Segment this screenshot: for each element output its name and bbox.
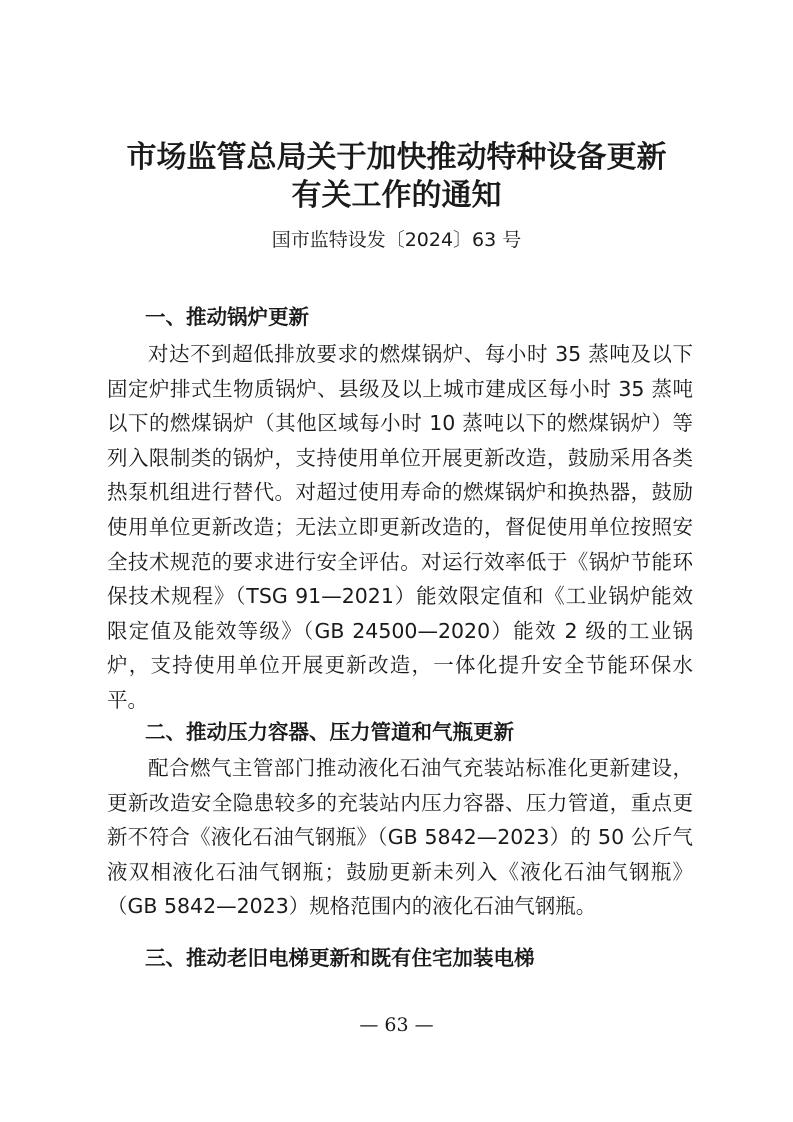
section-heading-boiler: 一、推动锅炉更新	[145, 305, 309, 329]
paragraph-text: 配合燃气主管部门推动液化石油气充装站标准化更新建设，更新改造安全隐患较多的充装站内压力容器、压力管道，重点更新不符合《液化石油气钢瓶》（GB 5842—2023）的 50 公斤气液双相液化石油气钢瓶；鼓励更新未列入《液化石油气钢瓶》（GB 5842—2023）规格范围内的液化石油气钢瓶。	[107, 756, 693, 919]
document-title-line-1: 市场监管总局关于加快推动特种设备更新	[126, 140, 667, 175]
section-paragraph-pressure-vessels	[107, 751, 693, 924]
section-heading-elevators: 三、推动老旧电梯更新和既有住宅加装电梯	[145, 946, 535, 970]
document-title-line-2: 有关工作的通知	[291, 178, 502, 213]
section-paragraph-boiler	[107, 337, 693, 718]
paragraph-text: 对达不到超低排放要求的燃煤锅炉、每小时 35 蒸吨及以下固定炉排式生物质锅炉、县级及以上城市建成区每小时 35 蒸吨以下的燃煤锅炉（其他区域每小时 10 蒸吨以下的燃煤锅炉）等列入限制类的锅炉，支持使用单位开展更新改造，鼓励采用各类热泵机组进行替代。对超过使用寿命的燃煤锅炉和换热器，鼓励使用单位更新改造；无法立即更新改造的，督促使用单位按照安全技术规范的要求进行安全评估。对运行效率低于《锅炉节能环保技术规程》（TSG 91—2021）能效限定值和《工业锅炉能效限定值及能效等级》（GB 24500—2020）能效 2 级的工业锅炉，支持使用单位开展更新改造，一体化提升安全节能环保水平。	[107, 342, 693, 712]
section-heading-pressure-vessels: 二、推动压力容器、压力管道和气瓶更新	[145, 720, 514, 744]
document-number: 国市监特设发〔2024〕63 号	[271, 229, 522, 251]
page-number: — 63 —	[359, 1014, 434, 1036]
